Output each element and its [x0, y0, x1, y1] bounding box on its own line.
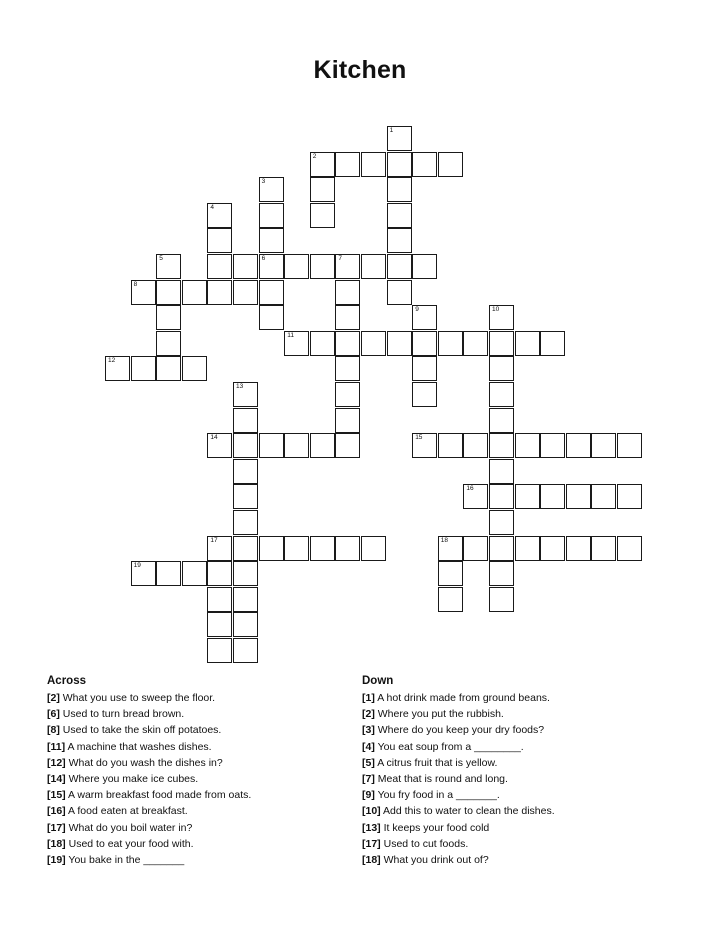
grid-cell[interactable] [387, 203, 412, 228]
grid-cell[interactable] [566, 536, 591, 561]
grid-cell[interactable] [335, 152, 360, 177]
grid-cell[interactable] [207, 536, 232, 561]
clue-number: 1 [389, 127, 394, 134]
down-clue [362, 755, 682, 771]
grid-cell[interactable] [335, 331, 360, 356]
clue-number-label: [18] [47, 837, 66, 850]
grid-cell[interactable] [438, 152, 463, 177]
across-clue [47, 836, 347, 852]
grid-cell[interactable] [489, 356, 514, 381]
grid-cell[interactable] [259, 254, 284, 279]
clue-number: 19 [133, 562, 141, 570]
grid-cell[interactable] [207, 254, 232, 279]
grid-cell[interactable] [233, 254, 258, 279]
grid-cell[interactable] [284, 254, 309, 279]
grid-cell[interactable] [489, 587, 514, 612]
grid-cell[interactable] [259, 203, 284, 228]
grid-cell[interactable] [233, 459, 258, 484]
down-clue [362, 722, 682, 738]
clue-number-label: [11] [47, 740, 66, 753]
grid-cell[interactable] [412, 152, 437, 177]
clue-number-label: [14] [47, 773, 66, 786]
grid-cell[interactable] [131, 280, 156, 305]
grid-cell[interactable] [233, 561, 258, 586]
down-clue [362, 852, 682, 868]
clue-number-label: [2] [47, 692, 60, 704]
clue-number-label: [19] [47, 854, 66, 867]
grid-cell[interactable] [463, 433, 488, 458]
down-clue [362, 739, 682, 755]
clue-number-label: [4] [362, 740, 375, 753]
clue-number: 7 [338, 255, 343, 262]
grid-cell[interactable] [438, 587, 463, 612]
clue-text: Where you make ice cubes. [68, 773, 199, 786]
clue-number-label: [9] [362, 789, 375, 802]
clue-number: 8 [133, 280, 138, 288]
clue-text: Meat that is round and long. [377, 773, 508, 786]
grid-cell[interactable] [310, 203, 335, 228]
clue-text: What you use to sweep the floor. [62, 692, 216, 704]
grid-cell[interactable] [182, 356, 207, 381]
clue-text: Used to eat your food with. [68, 837, 194, 850]
grid-cell[interactable] [515, 484, 540, 509]
grid-cell[interactable] [387, 331, 412, 356]
grid-cell[interactable] [591, 433, 616, 458]
clue-text: It keeps your food cold [383, 821, 490, 834]
grid-cell[interactable] [105, 356, 130, 381]
clue-number: 5 [159, 255, 163, 262]
grid-cell[interactable] [540, 536, 565, 561]
grid-cell[interactable] [335, 356, 360, 381]
down-clue [362, 690, 682, 706]
clue-number: 13 [236, 383, 244, 390]
grid-cell[interactable] [182, 561, 207, 586]
down-clue [362, 836, 682, 852]
grid-cell[interactable] [156, 561, 181, 586]
grid-cell[interactable] [463, 536, 488, 561]
grid-cell[interactable] [233, 382, 258, 407]
clue-number: 12 [108, 357, 116, 365]
grid-cell[interactable] [438, 433, 463, 458]
down-clue-list [362, 690, 682, 868]
clue-number-label: [5] [362, 756, 375, 769]
grid-cell[interactable] [310, 433, 335, 458]
grid-cell[interactable] [207, 561, 232, 586]
grid-cell[interactable] [515, 536, 540, 561]
clue-number-label: [18] [362, 854, 381, 867]
grid-cell[interactable] [361, 331, 386, 356]
grid-cell[interactable] [156, 254, 181, 279]
clue-number: 14 [210, 434, 218, 442]
down-clue [362, 820, 682, 836]
grid-cell[interactable] [284, 433, 309, 458]
grid-cell[interactable] [207, 203, 232, 228]
grid-cell[interactable] [207, 612, 232, 637]
across-heading: Across [47, 675, 86, 687]
clue-text: A citrus fruit that is yellow. [377, 756, 498, 769]
grid-cell[interactable] [335, 408, 360, 433]
grid-cell[interactable] [310, 331, 335, 356]
grid-cell[interactable] [387, 177, 412, 202]
grid-cell[interactable] [259, 305, 284, 330]
grid-cell[interactable] [591, 536, 616, 561]
grid-cell[interactable] [489, 331, 514, 356]
grid-cell[interactable] [259, 228, 284, 253]
grid-cell[interactable] [515, 331, 540, 356]
grid-cell[interactable] [233, 638, 258, 663]
across-clue [47, 755, 347, 771]
grid-cell[interactable] [489, 536, 514, 561]
across-clue [47, 739, 347, 755]
grid-cell[interactable] [156, 305, 181, 330]
grid-cell[interactable] [207, 228, 232, 253]
grid-cell[interactable] [233, 587, 258, 612]
page-title: Kitchen [313, 56, 407, 84]
grid-cell[interactable] [540, 331, 565, 356]
grid-cell[interactable] [182, 280, 207, 305]
grid-cell[interactable] [233, 408, 258, 433]
across-clue [47, 722, 347, 738]
grid-cell[interactable] [259, 433, 284, 458]
across-clue [47, 787, 347, 803]
grid-cell[interactable] [591, 484, 616, 509]
down-clues [362, 673, 682, 868]
clue-number: 16 [466, 485, 474, 493]
grid-cell[interactable] [259, 536, 284, 561]
grid-cell[interactable] [489, 510, 514, 535]
grid-cell[interactable] [489, 484, 514, 509]
grid-cell[interactable] [335, 280, 360, 305]
clue-number-label: [7] [362, 773, 375, 786]
clue-text: Used to turn bread brown. [62, 708, 185, 721]
grid-cell[interactable] [387, 280, 412, 305]
across-clue-list [47, 690, 347, 868]
grid-cell[interactable] [233, 612, 258, 637]
clue-number: 9 [415, 306, 419, 314]
grid-cell[interactable] [310, 152, 335, 177]
clue-number: 3 [261, 178, 266, 186]
clue-number-label: [12] [47, 756, 66, 769]
grid-cell[interactable] [489, 433, 514, 458]
clue-number-label: [17] [362, 837, 381, 850]
across-clues [47, 673, 347, 868]
clue-number-label: [10] [362, 805, 381, 818]
grid-cell[interactable] [335, 254, 360, 279]
clue-number: 2 [312, 152, 317, 160]
grid-cell[interactable] [361, 536, 386, 561]
grid-cell[interactable] [387, 228, 412, 253]
clue-text: A machine that washes dishes. [67, 740, 212, 753]
grid-cell[interactable] [387, 152, 412, 177]
grid-cell[interactable] [387, 126, 412, 151]
grid-cell[interactable] [284, 331, 309, 356]
grid-cell[interactable] [233, 536, 258, 561]
grid-cell[interactable] [412, 331, 437, 356]
clue-number: 6 [261, 255, 266, 262]
grid-cell[interactable] [438, 536, 463, 561]
clue-text: A warm breakfast food made from oats. [68, 789, 252, 802]
grid-cell[interactable] [259, 177, 284, 202]
grid-cell[interactable] [207, 587, 232, 612]
clue-text: Used to take the skin off potatoes. [62, 724, 222, 737]
clue-number-label: [16] [47, 805, 66, 818]
grid-cell[interactable] [617, 484, 642, 509]
clue-number: 10 [492, 306, 500, 314]
grid-cell[interactable] [156, 280, 181, 305]
grid-cell[interactable] [412, 356, 437, 381]
clue-text: What you drink out of? [383, 854, 489, 867]
clue-text: A hot drink made from ground beans. [377, 692, 550, 704]
grid-cell[interactable] [617, 536, 642, 561]
across-clue [47, 771, 347, 787]
grid-cell[interactable] [489, 561, 514, 586]
clue-text: You bake in the _______ [68, 854, 185, 867]
grid-cell[interactable] [540, 484, 565, 509]
grid-cell[interactable] [310, 536, 335, 561]
grid-cell[interactable] [617, 433, 642, 458]
grid-cell[interactable] [566, 484, 591, 509]
grid-cell[interactable] [207, 280, 232, 305]
grid-cell[interactable] [489, 305, 514, 330]
clue-text: You eat soup from a ________. [377, 740, 524, 753]
across-clue [47, 690, 347, 706]
clue-text: Used to cut foods. [383, 837, 469, 850]
grid-cell[interactable] [361, 254, 386, 279]
grid-cell[interactable] [438, 331, 463, 356]
down-clue [362, 803, 682, 819]
grid-cell[interactable] [310, 177, 335, 202]
clue-number-label: [3] [362, 724, 375, 737]
grid-cell[interactable] [131, 561, 156, 586]
clue-text: What do you wash the dishes in? [68, 756, 223, 769]
down-clue [362, 706, 682, 722]
grid-cell[interactable] [131, 356, 156, 381]
grid-cell[interactable] [361, 152, 386, 177]
down-clue [362, 771, 682, 787]
down-heading: Down [362, 675, 394, 687]
grid-cell[interactable] [335, 433, 360, 458]
grid-cell[interactable] [310, 254, 335, 279]
clue-number: 11 [287, 331, 294, 339]
grid-cell[interactable] [463, 331, 488, 356]
across-clue [47, 820, 347, 836]
grid-cell[interactable] [156, 356, 181, 381]
grid-cell[interactable] [156, 331, 181, 356]
clue-number: 18 [440, 536, 449, 544]
clue-text: A food eaten at breakfast. [68, 805, 188, 818]
grid-cell[interactable] [335, 382, 360, 407]
across-clue [47, 706, 347, 722]
grid-cell[interactable] [489, 459, 514, 484]
clue-number-label: [13] [362, 821, 381, 834]
clue-number-label: [17] [47, 821, 66, 834]
clue-number-label: [1] [362, 692, 375, 704]
clue-number-label: [2] [362, 708, 375, 721]
clue-text: What do you boil water in? [68, 821, 193, 834]
grid-cell[interactable] [233, 484, 258, 509]
grid-cell[interactable] [207, 433, 232, 458]
grid-cell[interactable] [233, 433, 258, 458]
grid-cell[interactable] [463, 484, 488, 509]
clue-text: Add this to water to clean the dishes. [383, 805, 555, 818]
grid-cell[interactable] [412, 382, 437, 407]
clue-number: 17 [210, 536, 218, 544]
grid-cell[interactable] [233, 510, 258, 535]
grid-cell[interactable] [335, 536, 360, 561]
grid-cell[interactable] [540, 433, 565, 458]
clue-number-label: [15] [47, 789, 66, 802]
grid-cell[interactable] [438, 561, 463, 586]
clue-number-label: [8] [47, 724, 60, 737]
across-clue [47, 803, 347, 819]
grid-cell[interactable] [489, 408, 514, 433]
clue-text: Where do you keep your dry foods? [377, 724, 545, 737]
grid-cell[interactable] [387, 254, 412, 279]
clue-text: Where you put the rubbish. [377, 708, 504, 721]
clue-number: 15 [415, 434, 423, 442]
clue-number: 4 [210, 203, 215, 211]
grid-cell[interactable] [412, 254, 437, 279]
grid-cell[interactable] [335, 305, 360, 330]
clue-number-label: [6] [47, 708, 60, 721]
across-clue [47, 852, 347, 868]
grid-cell[interactable] [233, 280, 258, 305]
grid-cell[interactable] [412, 305, 437, 330]
grid-cell[interactable] [566, 433, 591, 458]
grid-cell[interactable] [259, 280, 284, 305]
grid-cell[interactable] [284, 536, 309, 561]
grid-cell[interactable] [412, 433, 437, 458]
down-clue [362, 787, 682, 803]
clue-text: You fry food in a _______. [377, 789, 500, 802]
grid-cell[interactable] [207, 638, 232, 663]
grid-cell[interactable] [515, 433, 540, 458]
grid-cell[interactable] [489, 382, 514, 407]
